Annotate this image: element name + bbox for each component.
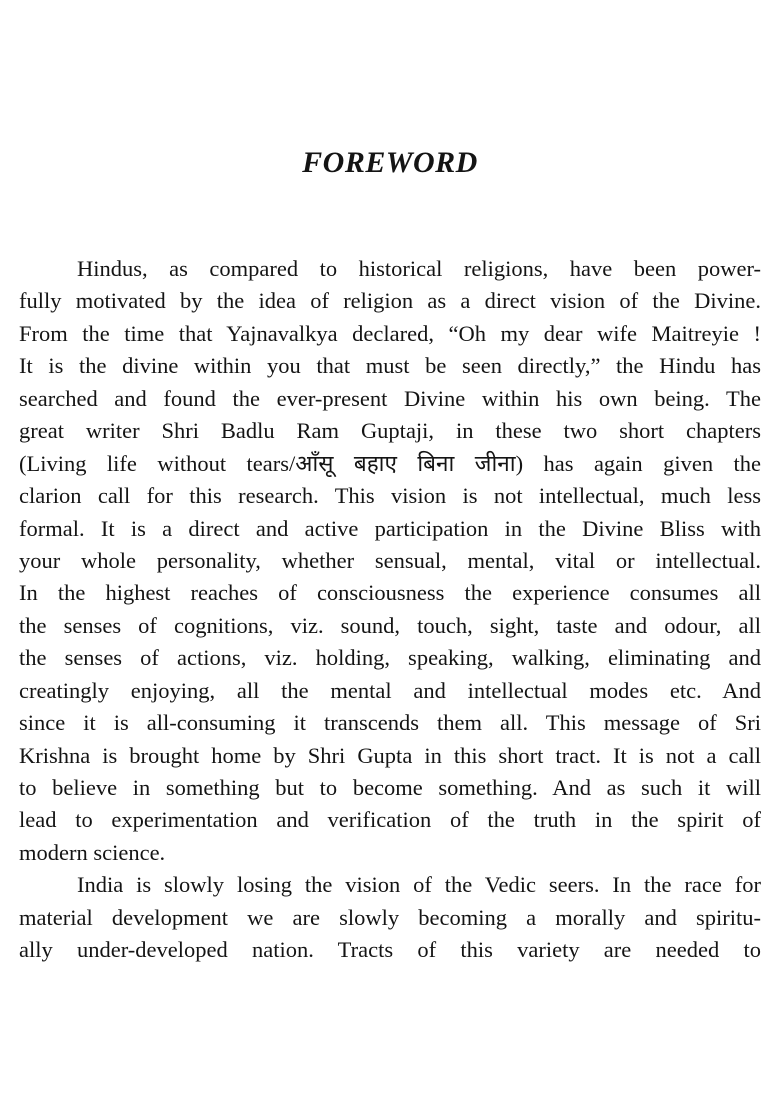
text-line: searched and found the ever-present Divine within his own being. The (19, 385, 761, 411)
text-line: your whole personality, whether sensual, mental, vital or intellectual. (19, 547, 761, 573)
text-line: creatingly enjoying, all the mental and intellectual modes etc. And (19, 677, 761, 703)
text-line: Krishna is brought home by Shri Gupta in this short tract. It is not a call (19, 742, 761, 768)
text-line: In the highest reaches of consciousness the experience consumes all (19, 580, 761, 606)
text-line: formal. It is a direct and active participation in the Divine Bliss with (19, 515, 761, 541)
text-line: since it is all-consuming it transcends them all. This message of Sri (19, 710, 761, 736)
text-line: lead to experimentation and verification of the truth in the spirit of (19, 807, 761, 833)
text-line: ally under-developed nation. Tracts of this variety are needed to (19, 937, 761, 963)
text-line: (Living life without tears/आँसू बहाए बिना जीना) has again given the (19, 450, 761, 476)
text-line: Hindus, as compared to historical religions, have been power- (77, 256, 761, 281)
text-line: great writer Shri Badlu Ram Guptaji, in these two short chapters (19, 418, 761, 444)
text-line: material development we are slowly becoming a morally and spiritu- (19, 904, 761, 930)
text-line: fully motivated by the idea of religion as a direct vision of the Divine. (19, 288, 761, 314)
page-title: FOREWORD (302, 146, 478, 179)
text-line: It is the divine within you that must be seen directly,” the Hindu has (19, 353, 761, 379)
text-line: modern science. (19, 839, 166, 865)
text-line: India is slowly losing the vision of the Vedic seers. In the race for (77, 872, 761, 898)
text-line: to believe in something but to become something. And as such it will (19, 775, 761, 800)
foreword-body (19, 253, 761, 967)
text-line: clarion call for this research. This vision is not intellectual, much less (19, 483, 761, 509)
text-line: the senses of cognitions, viz. sound, touch, sight, taste and odour, all (19, 612, 761, 638)
text-line: the senses of actions, viz. holding, speaking, walking, eliminating and (19, 645, 761, 671)
text-line: From the time that Yajnavalkya declared, “Oh my dear wife Maitreyie ! (19, 320, 761, 346)
